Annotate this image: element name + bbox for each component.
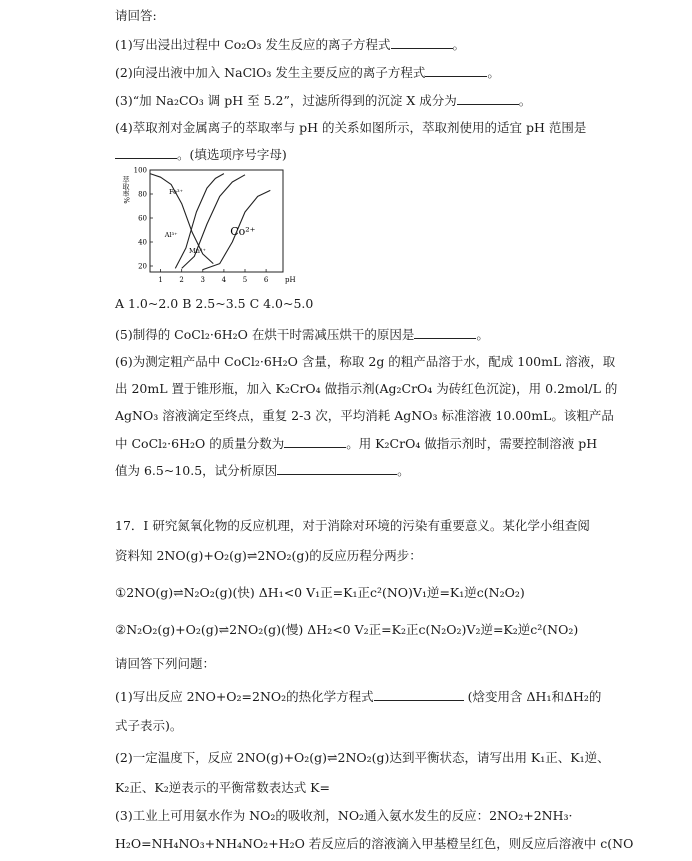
question-16-6-line4 [115,435,597,452]
x-tick-label: 3 [200,276,206,284]
series-label: Fe³⁺ [169,188,184,196]
question-16-1: (1)写出浸出过程中 Co₂O₃ 发生反应的离子方程式 。 [115,37,466,52]
reaction-step-2: ②N₂O₂(g)+O₂(g)⇌2NO₂(g)(慢) ΔH₂<0 V₂正=K₂正c(N₂O₂)V₂逆=K₂逆c²(NO₂) [115,622,579,637]
question-17-intro-2: 资料知 2NO(g)+O₂(g)⇌2NO₂(g)的反应历程分两步： [115,548,422,563]
y-tick-label: 100 [133,166,147,175]
y-tick-label: 40 [138,238,147,247]
chart-svg [118,164,298,290]
answer-blank[interactable] [457,92,519,105]
question-16-6-line1: (6)为测定粗产品中 CoCl₂·6H₂O 含量，称取 2g 的粗产品溶于水，配成 100mL 溶液，取 [115,354,616,369]
answer-blank[interactable] [425,64,487,77]
x-axis-label: pH [285,276,296,284]
question-16-4 [115,120,586,136]
question-16-6-line3: AgNO₃ 溶液滴定至终点，重复 2-3 次，平均消耗 AgNO₃ 标准溶液 10.00mL。该粗产品 [115,408,614,423]
question-17-intro-1: 17．I 研究氮氧化物的反应机理，对于消除对环境的污染有重要意义。某化学小组查阅 [115,518,590,533]
question-text: (5)制得的 CoCl₂·6H₂O 在烘干时需减压烘干的原因是 [115,327,415,342]
answer-blank[interactable] [391,36,453,49]
y-tick-label: 80 [138,190,147,199]
x-tick-label: 1 [158,276,163,284]
question-16-5: (5)制得的 CoCl₂·6H₂O 在烘干时需减压烘干的原因是 。 [115,327,489,342]
y-tick-label: 60 [138,214,147,223]
x-tick-label: 4 [221,276,227,284]
question-17-3-cont: H₂O=NH₄NO₃+NH₄NO₂+H₂O 若反应后的溶液滴入甲基橙呈红色，则反应后溶液中 c(NO [115,836,634,851]
question-text: 。(填选项序号字母) [177,147,287,162]
question-text: (2)向浸出液中加入 NaClO₃ 发生主要反应的离子方程式 [115,65,426,80]
question-16-4-cont [115,146,287,163]
question-16-2: (2)向浸出液中加入 NaClO₃ 发生主要反应的离子方程式 。 [115,65,500,80]
question-17-2: (2)一定温度下，反应 2NO(g)+O₂(g)⇌2NO₂(g)达到平衡状态，请写出用 K₁正、K₁逆、 [115,750,610,765]
question-17-2-cont [115,780,330,796]
question-text: 值为 6.5~10.5，试分析原因 [115,463,278,478]
reaction-step-1: ①2NO(g)⇌N₂O₂(g)(快) ΔH₁<0 V₁正=K₁正c²(NO)V₁逆=K₁逆c(N₂O₂) [115,585,525,600]
x-tick-label: 6 [263,276,269,284]
extraction-rate-chart [118,164,298,290]
answer-prompt-17: 请回答下列问题： [115,656,216,671]
question-17-1 [115,688,601,705]
options-line: A 1.0~2.0 B 2.5~3.5 C 4.0~5.0 [115,296,314,311]
y-axis-label: 萃取率% [122,176,130,204]
question-text: 。用 K₂CrO₄ 做指示剂时，需要控制溶液 pH [346,436,598,451]
x-tick-label: 5 [242,276,248,284]
answer-blank[interactable] [374,688,464,701]
question-16-3: (3)“加 Na₂CO₃ 调 pH 至 5.2”，过滤所得到的沉淀 X 成分为 。 [115,93,532,108]
question-17-1-cont: 式子表示)。 [115,718,183,733]
question-text: (1)写出反应 2NO+O₂=2NO₂的热化学方程式 [115,689,374,704]
answer-blank[interactable] [284,435,346,448]
x-tick-label: 2 [179,276,184,284]
series-label: Mn²⁺ [189,246,206,255]
series-label: Al³⁺ [164,231,178,240]
question-text: K₂正、K₂逆表示的平衡常数表达式 K= [115,780,330,795]
answer-prompt: 请回答: [115,8,157,23]
question-text: 中 CoCl₂·6H₂O 的质量分数为 [115,436,285,451]
answer-blank[interactable] [414,326,476,339]
question-16-6-line2: 出 20mL 置于锥形瓶，加入 K₂CrO₄ 做指示剂(Ag₂CrO₄ 为砖红色沉淀)，用 0.2mol/L 的 [115,381,618,396]
question-text: (3)“加 Na₂CO₃ 调 pH 至 5.2”，过滤所得到的沉淀 X 成分为 [115,93,457,108]
answer-blank[interactable] [115,146,177,159]
series-label: Co²⁺ [230,224,256,238]
plot-frame [150,170,283,272]
question-text: (1)写出浸出过程中 Co₂O₃ 发生反应的离子方程式 [115,37,391,52]
y-tick-label: 20 [138,262,147,271]
question-text: (焓变用含 ΔH₁和ΔH₂的 [467,689,602,704]
answer-blank[interactable] [277,462,397,475]
question-16-6-line5: 值为 6.5~10.5，试分析原因 。 [115,463,410,478]
question-17-3: (3)工业上可用氨水作为 NO₂的吸收剂，NO₂通入氨水发生的反应：2NO₂+2NH₃· [115,808,573,823]
question-text: (4)萃取剂对金属离子的萃取率与 pH 的关系如图所示，萃取剂使用的适宜 pH 范围是 [115,120,587,135]
